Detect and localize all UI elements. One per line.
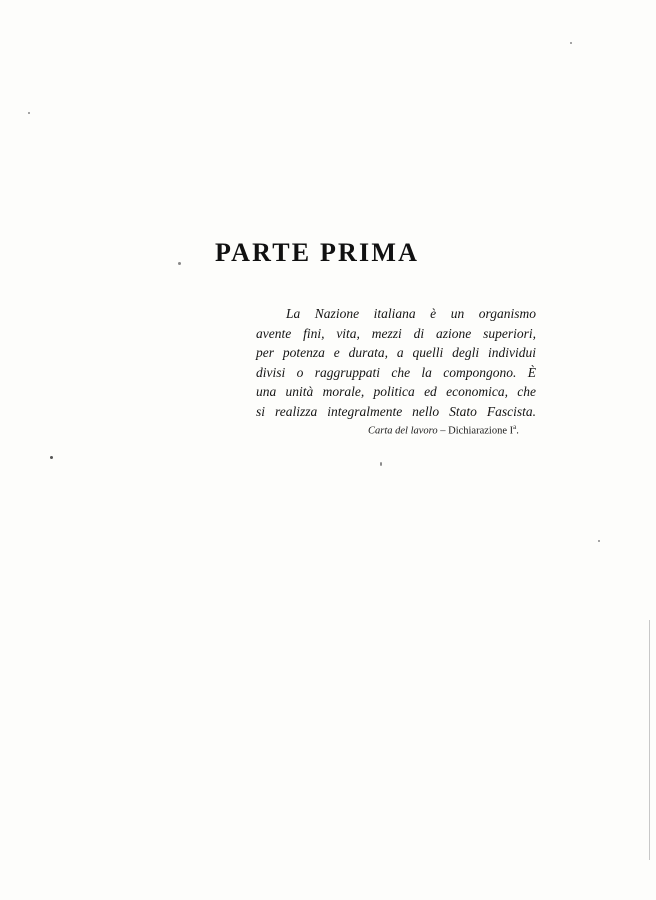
- epigraph-line: La Nazione italiana è un organismo: [286, 306, 536, 321]
- attribution-section: Dichiarazione I: [448, 425, 514, 437]
- epigraph-line: divisi o raggruppati che la compongono. È: [256, 364, 536, 380]
- epigraph-line: una unità morale, politica ed economica, che: [256, 384, 536, 400]
- epigraph-line: per potenza e durata, a quelli degli individui: [256, 345, 536, 361]
- scan-speck: [380, 462, 382, 466]
- epigraph-quote: [256, 304, 536, 422]
- scan-speck: [598, 540, 600, 542]
- scan-speck: [178, 262, 181, 265]
- scan-speck: [28, 112, 30, 114]
- epigraph-line: avente fini, vita, mezzi di azione superiori,: [256, 325, 536, 341]
- part-title: PARTE PRIMA: [215, 238, 420, 267]
- attribution-ordinal: a: [513, 423, 517, 431]
- scan-edge-line: [649, 620, 650, 860]
- epigraph-attribution: [368, 423, 519, 437]
- scan-speck: [570, 42, 572, 44]
- attribution-separator: –: [437, 425, 449, 437]
- attribution-source: Carta del lavoro: [368, 425, 438, 437]
- attribution-end: .: [516, 425, 519, 437]
- epigraph-line: si realizza integralmente nello Stato Fascista.: [256, 403, 536, 419]
- scan-speck: [50, 456, 53, 459]
